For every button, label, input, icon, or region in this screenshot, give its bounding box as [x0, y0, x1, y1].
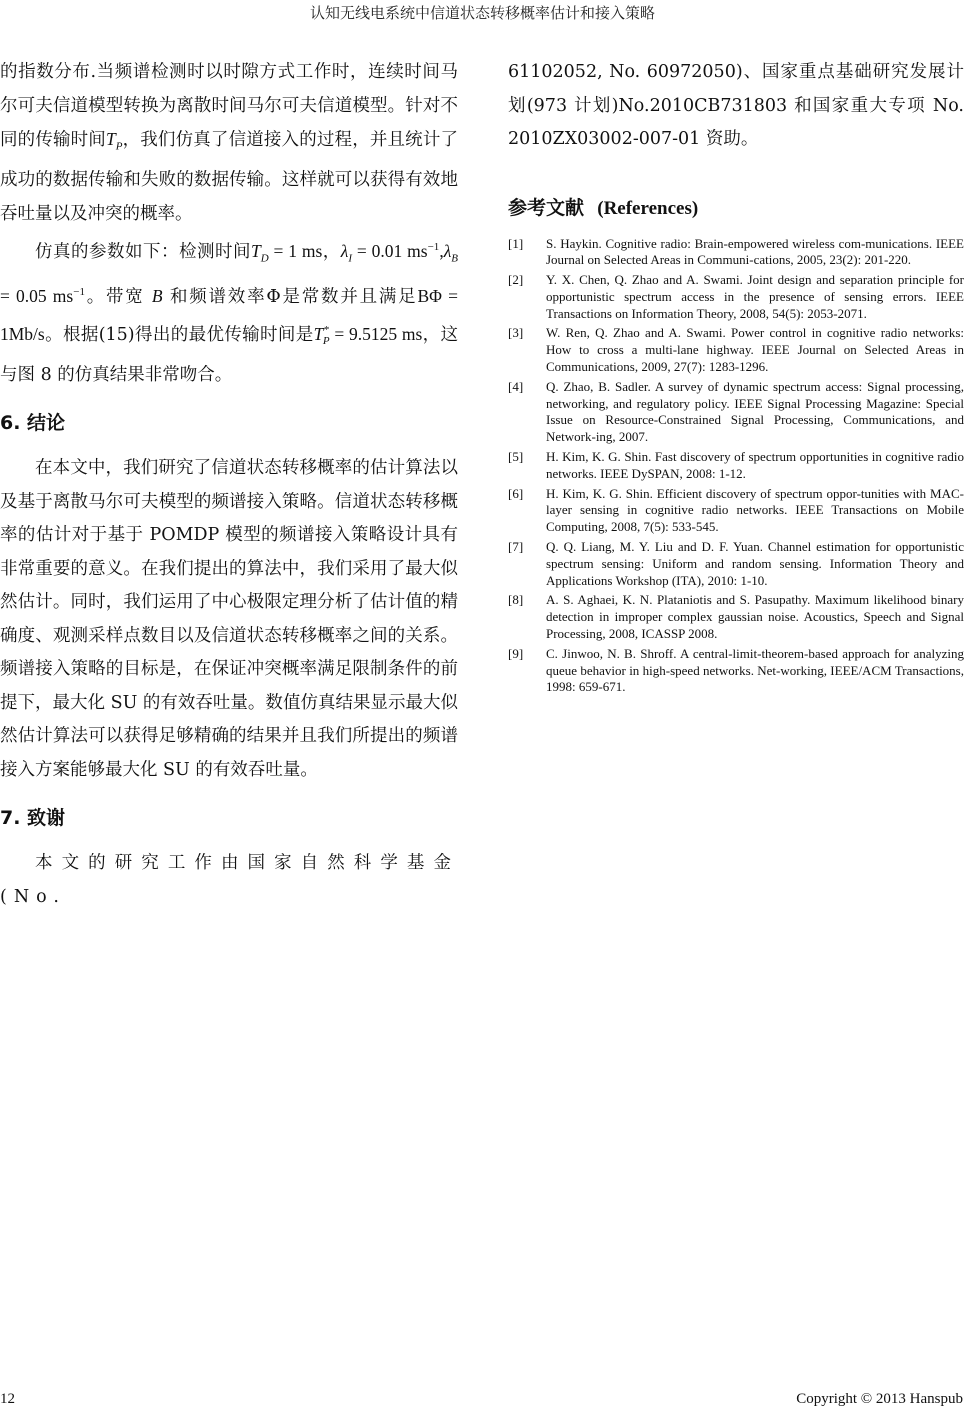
- running-head: 认知无线电系统中信道状态转移概率估计和接入策略: [309, 4, 655, 22]
- paragraph-acknowledgement-start: 本文的研究工作由国家自然科学基金(No.: [0, 853, 458, 907]
- reference-number: [4]: [508, 378, 524, 394]
- page-number: 12: [0, 1391, 15, 1407]
- reference-text: Q. Q. Liang, M. Y. Liu and D. F. Yuan. Channel estimation for opportunistic spectrum sensing: Uniform and random sensing. Information Theory and Applications Workshop (ITA), 2010: 1-10.: [546, 539, 964, 588]
- reference-text: H. Kim, K. G. Shin. Fast discovery of spectrum opportunities in cognitive radio networks. IEEE DySPAN, 2008: 1-12.: [546, 449, 964, 481]
- reference-item: [508, 379, 964, 446]
- reference-item: [508, 449, 964, 483]
- reference-item: [508, 646, 964, 696]
- reference-number: [9]: [508, 645, 524, 661]
- references-heading: 参考文献 (References): [508, 196, 699, 219]
- paragraph-conclusion: 在本文中，我们研究了信道状态转移概率的估计算法以及基于离散马尔可夫模型的频谱接入策略。信道状态转移概率的估计对于基于 POMDP 模型的频谱接入策略设计具有非常重要的意义。在我们提出的算法中，我们采用了最大似然估计。同时，我们运用了中心极限定理分析了估计值的精确度、观测采样点数目以及信道状态转移概率之间的关系。频谱接入策略的目标是，在保证冲突概率满足限制条件的前提下，最大化 SU 的有效吞吐量。数值仿真结果显示最大似然估计算法可以获得足够精确的结果并且我们所提出的频谱接入方案能够最大化 SU 的有效吞吐量。: [0, 458, 458, 780]
- section-7-heading: 7. 致谢: [0, 807, 66, 830]
- paragraph-simulation-params: 仿真的参数如下：检测时间$T_D = 1$ ms，$\lambda_I = 0.01$ $ms^{-1},\lambda_B = 0.05$ $ms^{-1}$。带宽 B 和频谱效率Φ是常数并且满足BΦ = 1Mb/s。根据(15)得出的最优传输时间是$T^*_P = 9.5125$ ms，这与图 8 的仿真结果非常吻合。: [0, 240, 459, 385]
- copyright-notice: Copyright © 2013 Hanspub: [796, 1391, 963, 1407]
- paragraph-simulation-method: [0, 56, 458, 231]
- section-6-heading: 6. 结论: [0, 412, 66, 435]
- symbol-tp-opt: $T^*_P$: [313, 323, 330, 348]
- reference-number: [2]: [508, 272, 524, 288]
- reference-item: [508, 539, 964, 589]
- paragraph-text: ，我们仿真了信道接入的过程，并且统计了成功的数据传输和失败的数据传输。这样就可以获得有效地吞吐量以及冲突的概率。: [0, 130, 458, 224]
- reference-text: H. Kim, K. G. Shin. Efficient discovery of spectrum oppor-tunities with MAC-layer sensing in cognitive radio networks. IEEE Transactions on Mobile Computing, 2008, 7(5): 533-545.: [546, 485, 964, 535]
- symbol-lambda-i: $\lambda_I$: [340, 240, 353, 265]
- reference-text: W. Ren, Q. Zhao and A. Swami. Power control in cognitive radio networks: How to cross a multi-lane highway. IEEE Journal on Selected Areas in Communications, 2009, 27(7): 1283-1296.: [546, 325, 964, 375]
- reference-item: [508, 325, 964, 375]
- reference-text: C. Jinwoo, N. B. Shroff. A central-limit-theorem-based approach for analyzing queue behavior in high-speed networks. Net-working, IEEE/ACM Transactions, 1998: 659-671.: [546, 645, 964, 695]
- reference-item: [508, 236, 964, 270]
- reference-number: [5]: [508, 449, 524, 465]
- reference-text: S. Haykin. Cognitive radio: Brain-empowered wireless com-munications. IEEE Journal on Selected Areas in Communi-cations, 2005, 23(2): 201-220.: [546, 235, 964, 268]
- reference-text: Q. Zhao, B. Sadler. A survey of dynamic spectrum access: Signal processing, networking, and regulatory policy. IEEE Signal Processing Magazine: Special Issue on Resource-Constrained Signal Processing, Communications, and Network-ing, 2007.: [546, 378, 964, 445]
- reference-number: [1]: [508, 235, 524, 251]
- equation-bandwidth: BΦ = 1Mb/s: [0, 285, 458, 344]
- reference-text: Y. X. Chen, Q. Zhao and A. Swami. Joint design and separation principle for opportunistic spectrum access in the presence of sensing errors. IEEE Transactions on Information Theory, 2008, 54(5): 2053-2071.: [546, 272, 964, 321]
- reference-number: [6]: [508, 485, 524, 501]
- reference-item: [508, 272, 964, 322]
- reference-item: [508, 486, 964, 536]
- symbol-b: B: [151, 285, 163, 306]
- symbol-tp: $T_P$: [105, 129, 123, 153]
- paragraph-acknowledgement-end: 61102052, No. 60972050)、国家重点基础研究发展计划(973 计划)No.2010CB731803 和国家重大专项 No. 2010ZX03002-007-01 资助。: [508, 62, 964, 149]
- reference-number: [8]: [508, 592, 524, 608]
- reference-item: [508, 592, 964, 642]
- symbol-td: $T_D$: [250, 240, 269, 265]
- reference-number: [3]: [508, 325, 524, 341]
- symbol-lambda-b: $\lambda_B$: [443, 240, 459, 265]
- reference-text: A. S. Aghaei, K. N. Plataniotis and S. Pasupathy. Maximum likelihood binary detection in improper complex gaussian noise. Acoustics, Speech and Signal Processing, 2008, ICASSP 2008.: [546, 592, 964, 642]
- reference-number: [7]: [508, 539, 524, 555]
- left-column: [0, 56, 458, 914]
- paragraph-text: 的指数分布.当频谱检测时以时隙方式工作时，连续时间马尔可夫信道模型转换为离散时间马尔可夫信道模型。针对不同的传输时间: [0, 62, 458, 150]
- reference-list: [508, 236, 964, 697]
- right-column: [508, 56, 964, 699]
